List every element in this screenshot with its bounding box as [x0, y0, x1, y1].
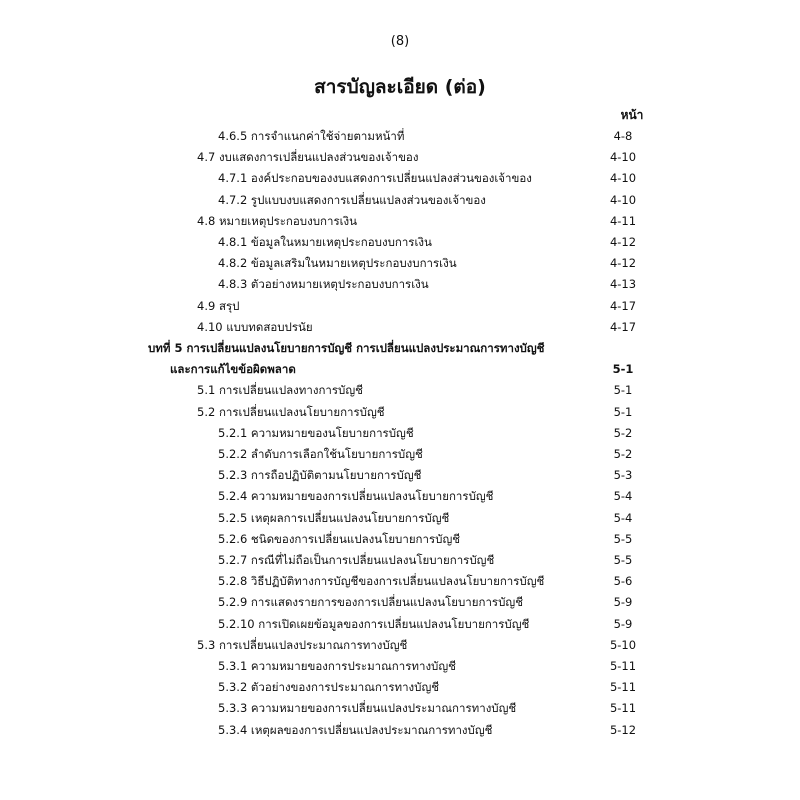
toc-entry-page: 4-10: [609, 150, 637, 165]
toc-entry: [0, 592, 800, 612]
toc-entry-page: 5-2: [613, 425, 633, 440]
toc-entry-title: 5.2.8 วิธีปฏิบัติทางการบัญชีของการเปลี่ยนแปลงนโยบายการบัญชี: [218, 574, 545, 589]
toc-entry-page: 5-5: [613, 531, 633, 546]
toc-entry: [0, 677, 800, 697]
page-title: สารบัญละเอียด (ต่อ): [314, 76, 486, 98]
toc-entry-title: 5.2 การเปลี่ยนแปลงนโยบายการบัญชี: [197, 404, 385, 419]
toc-entry: [0, 402, 800, 422]
toc-entry-title: 5.3.2 ตัวอย่างของการประมาณการทางบัญชี: [218, 680, 440, 695]
toc-entry-title: 4.6.5 การจำแนกค่าใช้จ่ายตามหน้าที่: [218, 129, 405, 143]
toc-entry-title: 5.2.5 เหตุผลการเปลี่ยนแปลงนโยบายการบัญชี: [218, 510, 450, 525]
toc-entry-page: 5-9: [613, 595, 633, 610]
toc-entry-page: 4-12: [609, 235, 637, 249]
toc-entry-page: 4-8: [613, 129, 633, 143]
toc-entry: [0, 423, 800, 443]
toc-entry-page: 5-12: [609, 722, 637, 737]
toc-entry: [0, 317, 800, 337]
toc-entry-page: 5-4: [613, 489, 633, 504]
toc-entry: [0, 359, 800, 379]
toc-entry-title: 4.8.2 ข้อมูลเสริมในหมายเหตุประกอบงบการเงิน: [218, 256, 457, 271]
toc-entry-title: บทที่ 5 การเปลี่ยนแปลงนโยบายการบัญชี การเปลี่ยนแปลงประมาณการทางบัญชี: [148, 341, 545, 355]
toc-entry: [0, 720, 800, 740]
toc-entry-title: 4.8.1 ข้อมูลในหมายเหตุประกอบงบการเงิน: [218, 235, 432, 249]
toc-entry-page: 5-6: [613, 574, 633, 589]
toc-entry-page: 5-11: [609, 659, 637, 673]
toc-entry: [0, 444, 800, 464]
toc-entry: [0, 465, 800, 485]
toc-entry-title: 4.7.2 รูปแบบงบแสดงการเปลี่ยนแปลงส่วนของเจ้าของ: [218, 192, 486, 207]
toc-entry-title: 4.7.1 องค์ประกอบของงบแสดงการเปลี่ยนแปลงส่วนของเจ้าของ: [218, 171, 532, 186]
toc-entry-title: และการแก้ไขข้อผิดพลาด: [170, 362, 296, 377]
page-number: (8): [390, 34, 410, 49]
toc-entry-page: 5-4: [613, 510, 633, 525]
toc-entry: [0, 529, 800, 549]
toc-entry-title: 5.2.6 ชนิดของการเปลี่ยนแปลงนโยบายการบัญชี: [218, 531, 461, 546]
toc-entry-page: 4-11: [609, 213, 637, 228]
toc-entry: [0, 508, 800, 528]
toc-entry-page: 5-11: [609, 701, 637, 716]
toc-entry-page: 4-10: [609, 171, 637, 186]
toc-entry: [0, 550, 800, 570]
toc-entry-page: 5-3: [613, 468, 633, 483]
toc-entry: [0, 211, 800, 231]
toc-entry: [0, 253, 800, 273]
toc-entry-page: 5-10: [609, 637, 637, 652]
toc-entry: [0, 380, 800, 400]
toc-entry: [0, 571, 800, 591]
toc-entry-page: 4-17: [609, 319, 637, 334]
toc-entry-title: 4.10 แบบทดสอบปรนัย: [197, 319, 313, 334]
toc-entry-page: 4-13: [609, 277, 637, 292]
toc-entry-title: 5.3.1 ความหมายของการประมาณการทางบัญชี: [218, 659, 456, 673]
toc-entry: [0, 147, 800, 167]
toc-entry-title: 4.8.3 ตัวอย่างหมายเหตุประกอบงบการเงิน: [218, 277, 429, 292]
toc-entry-page: 4-12: [609, 256, 637, 271]
toc-entry-page: 5-1: [613, 404, 633, 419]
toc-entry-title: 5.1 การเปลี่ยนแปลงทางการบัญชี: [197, 383, 363, 398]
toc-entry-title: 5.3 การเปลี่ยนแปลงประมาณการทางบัญชี: [197, 637, 408, 652]
toc-entry-page: 5-2: [613, 447, 633, 461]
toc-entry-page: 5-9: [613, 616, 633, 631]
toc-entry-title: 5.2.10 การเปิดเผยข้อมูลของการเปลี่ยนแปลงนโยบายการบัญชี: [218, 616, 530, 631]
toc-entry-page: 5-5: [613, 553, 633, 567]
toc-entry: [0, 698, 800, 718]
toc-entry-title: 5.2.7 กรณีที่ไม่ถือเป็นการเปลี่ยนแปลงนโยบายการบัญชี: [218, 553, 495, 567]
toc-entry: [0, 126, 800, 146]
toc-entry-title: 5.3.4 เหตุผลของการเปลี่ยนแปลงประมาณการทางบัญชี: [218, 722, 493, 737]
toc-entry: [0, 635, 800, 655]
toc-entry-title: 5.2.4 ความหมายของการเปลี่ยนแปลงนโยบายการบัญชี: [218, 489, 494, 504]
toc-entry: [0, 338, 800, 358]
toc-entry-page: 4-17: [609, 298, 637, 313]
toc-entry-title: 5.2.9 การแสดงรายการของการเปลี่ยนแปลงนโยบายการบัญชี: [218, 595, 524, 610]
toc-entry-page: 5-11: [609, 680, 637, 695]
toc-entry: [0, 486, 800, 506]
toc-entry-page: 5-1: [613, 383, 633, 398]
toc-entry: [0, 614, 800, 634]
page-column-header: หน้า: [620, 108, 644, 122]
toc-entry-page: 5-1: [612, 362, 634, 377]
toc-entry-title: 5.3.3 ความหมายของการเปลี่ยนแปลงประมาณการทางบัญชี: [218, 701, 517, 716]
toc-entry-title: 4.7 งบแสดงการเปลี่ยนแปลงส่วนของเจ้าของ: [197, 150, 419, 165]
toc-entry: [0, 296, 800, 316]
toc-entry-page: 4-10: [609, 192, 637, 207]
toc-entry-title: 5.2.1 ความหมายของนโยบายการบัญชี: [218, 425, 414, 440]
toc-entry: [0, 656, 800, 676]
toc-entry: [0, 168, 800, 188]
toc-entry: [0, 190, 800, 210]
toc-entry-title: 5.2.2 ลำดับการเลือกใช้นโยบายการบัญชี: [218, 447, 423, 461]
toc-entry-title: 5.2.3 การถือปฏิบัติตามนโยบายการบัญชี: [218, 468, 422, 483]
toc-entry-title: 4.9 สรุป: [197, 298, 240, 313]
toc-entry-title: 4.8 หมายเหตุประกอบงบการเงิน: [197, 213, 358, 228]
toc-entry: [0, 274, 800, 294]
toc-entry: [0, 232, 800, 252]
